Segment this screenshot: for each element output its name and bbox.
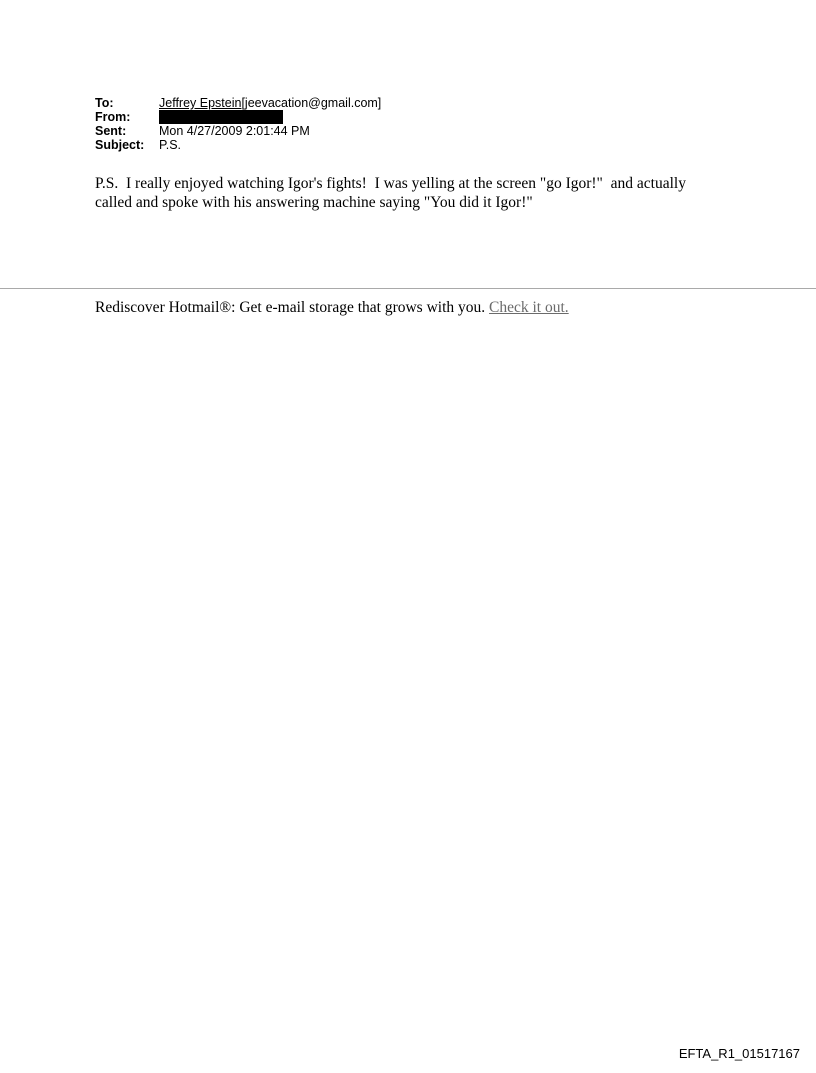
subject-value: P.S. [159, 138, 182, 152]
to-row [95, 96, 381, 110]
from-label: From: [95, 110, 131, 124]
message-body: P.S. I really enjoyed watching Igor's fights! I was yelling at the screen "go Igor!" and actually called and spoke with his answering machine saying "You did it Igor!" [95, 175, 686, 211]
footer-divider [0, 288, 816, 289]
recipient-email: [jeevacation@gmail.com] [241, 96, 382, 110]
document-id: EFTA_R1_01517167 [678, 1046, 800, 1061]
recipient-name: Jeffrey Epstein [159, 96, 242, 110]
redaction-bar [159, 110, 283, 124]
email-header [95, 96, 381, 152]
sent-label: Sent: [95, 124, 127, 138]
subject-row [95, 138, 381, 152]
to-label: To: [95, 96, 114, 110]
sent-value: Mon 4/27/2009 2:01:44 PM [159, 124, 310, 138]
check-it-out-link[interactable]: Check it out. [489, 299, 569, 316]
from-value [159, 110, 283, 124]
footer-ad [95, 298, 569, 317]
sent-row [95, 124, 381, 138]
subject-label: Subject: [95, 138, 145, 152]
to-value [159, 96, 381, 110]
footer-ad-text: Rediscover Hotmail®: Get e-mail storage that grows with you. [95, 299, 490, 316]
from-row [95, 110, 381, 124]
